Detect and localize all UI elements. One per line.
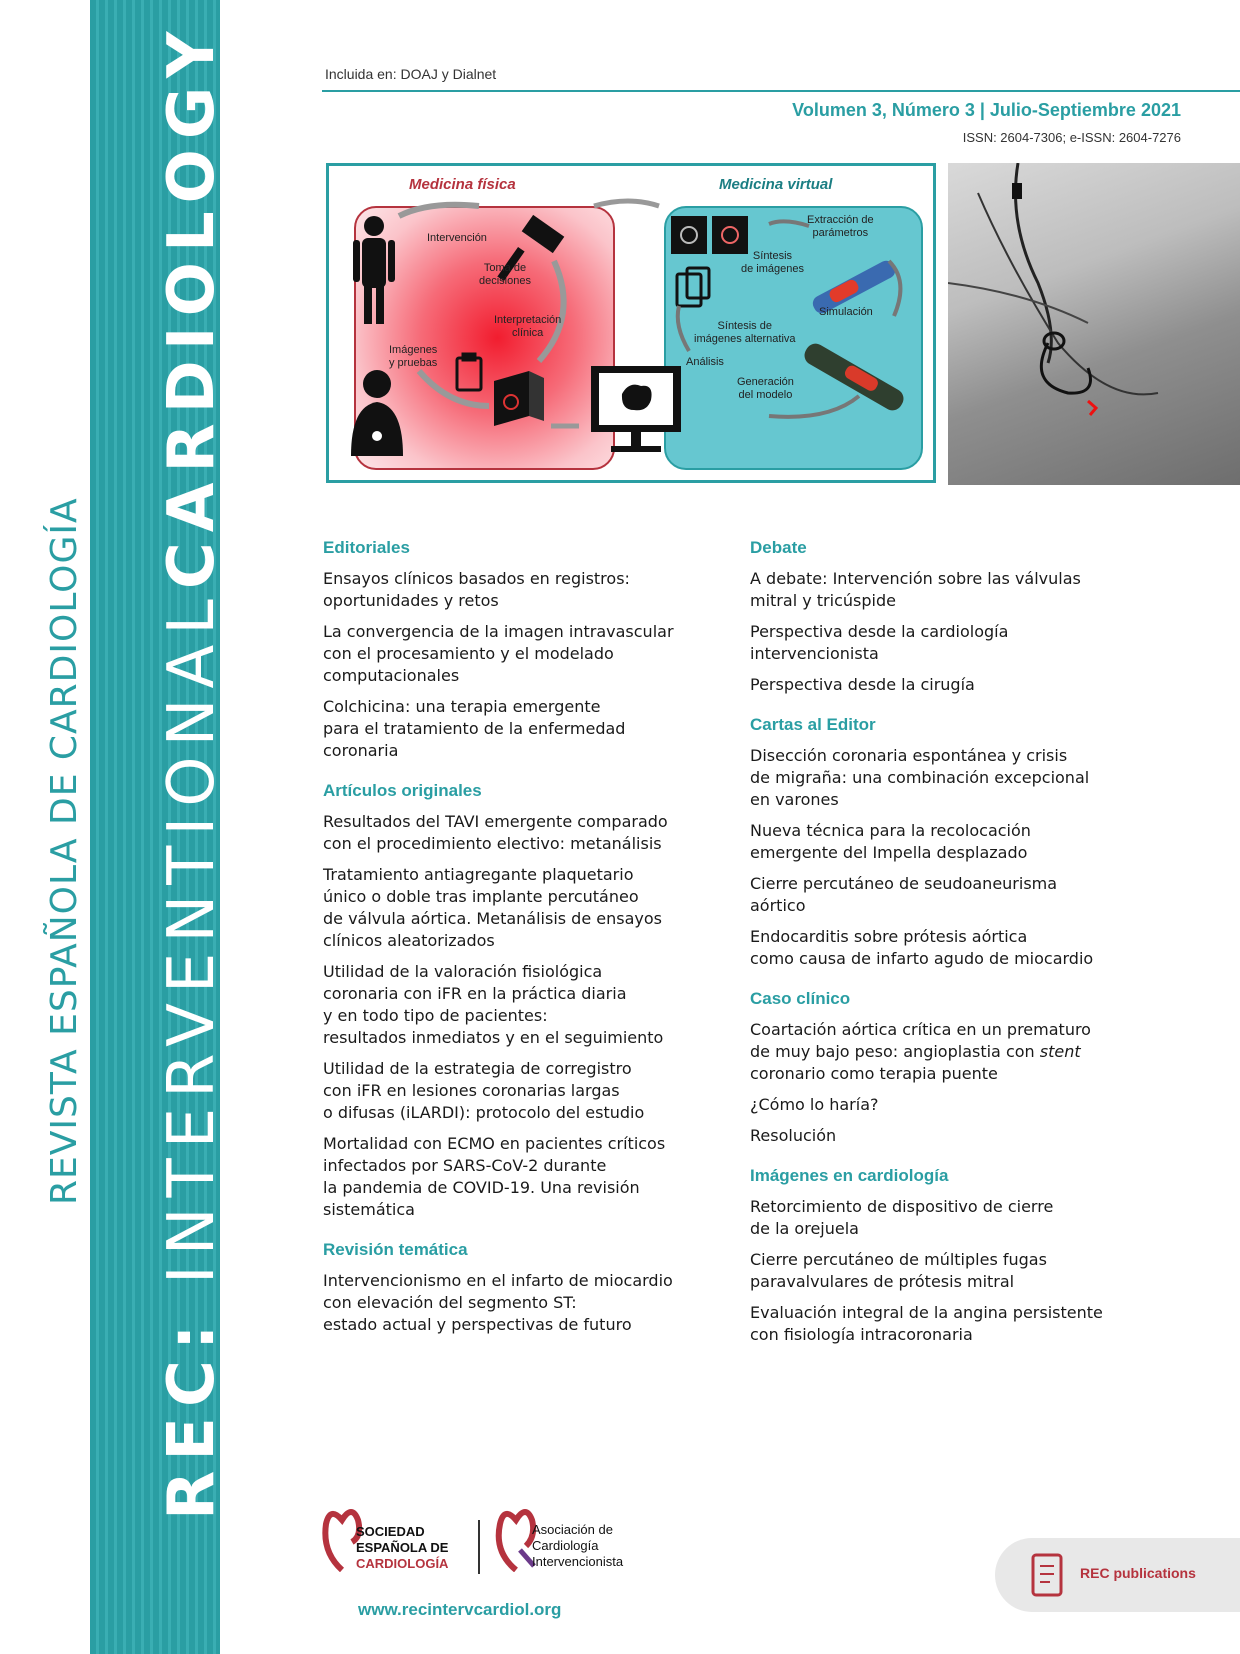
arrow-interpretation: [539, 261, 564, 361]
sec-line2: ESPAÑOLA DE: [356, 1540, 449, 1555]
clipboard-virtual-icon: [677, 268, 709, 306]
toc-item[interactable]: Cierre percutáneo de seudoaneurisma aórtico: [750, 874, 1058, 915]
aci-line1: Asociación de: [532, 1522, 613, 1537]
toc-right-column: [750, 538, 1170, 1365]
toc-item[interactable]: Utilidad de la valoración fisiológica coronaria con iFR en la práctica diaria y en todo tipo de pacientes: resultados inmediatos y en el seguimiento: [323, 962, 664, 1047]
aci-line2: Cardiología: [532, 1538, 599, 1553]
toc-item[interactable]: Resultados del TAVI emergente comparado con el procedimiento electivo: metanálisis: [323, 812, 668, 853]
toc-item[interactable]: Resolución: [750, 1126, 837, 1145]
toc-item[interactable]: Mortalidad con ECMO en pacientes críticos infectados por SARS-CoV-2 durante la pandemia de COVID-19. Una revisión sistemática: [323, 1134, 666, 1219]
label-toma: Toma de decisiones: [479, 262, 531, 287]
virtual-boxes-icon: [671, 216, 748, 254]
journal-url[interactable]: www.recintervcardiol.org: [358, 1600, 562, 1619]
logo-divider: [478, 1520, 480, 1574]
toc-item[interactable]: Utilidad de la estrategia de corregistro con iFR en lesiones coronarias largas o difusas (iLARDI): protocolo del estudio: [323, 1059, 645, 1122]
label-sintesis-alt: Síntesis de imágenes alternativa: [694, 320, 796, 345]
toc-spacer: [750, 1156, 1170, 1166]
toc-left-column: [323, 538, 713, 1355]
issn-info: ISSN: 2604-7306; e-ISSN: 2604-7276: [962, 130, 1181, 145]
imaging-box-icon: [494, 371, 544, 426]
journal-side-title: REVISTA ESPAÑOLA DE CARDIOLOGÍA: [44, 497, 85, 1205]
aci-line3: Intervencionista: [532, 1554, 624, 1569]
toc-item[interactable]: A debate: Intervención sobre las válvulas mitral y tricúspide: [750, 569, 1081, 610]
journal-title: [155, 22, 229, 1520]
angiography-image: [948, 163, 1240, 485]
journal-name-bold: CARDIOLOGY: [155, 21, 229, 590]
label-sintesis: Síntesis de imágenes: [741, 250, 804, 275]
toc-section-heading: Artículos originales: [323, 781, 482, 800]
toc-spacer: [750, 979, 1170, 989]
toc-section-heading: Editoriales: [323, 538, 410, 557]
aci-logo: [494, 1502, 654, 1580]
label-intervencion: Intervención: [427, 232, 487, 244]
toc-item[interactable]: Cierre percutáneo de múltiples fugas paravalvulares de prótesis mitral: [750, 1250, 1047, 1291]
toc-item[interactable]: Perspectiva desde la cardiología intervencionista: [750, 622, 1009, 663]
arrow-intervention: [399, 205, 479, 216]
toc-item[interactable]: ¿Cómo lo haría?: [750, 1095, 879, 1114]
toc-section-heading: Imágenes en cardiología: [750, 1166, 949, 1185]
toc-spacer: [323, 771, 713, 781]
label-analisis: Análisis: [686, 356, 724, 368]
arrow-return: [594, 201, 659, 206]
header-rule: [322, 90, 1240, 92]
figure-right-title: Medicina virtual: [719, 176, 833, 193]
stent-italic: stent: [1039, 1042, 1081, 1061]
sec-line1: SOCIEDAD: [356, 1524, 425, 1539]
toc-item[interactable]: Tratamiento antiagregante plaquetario único o doble tras implante percutáneo de válvula aórtica. Metanálisis de ensayos clínicos aleatorizados: [323, 865, 662, 950]
toc-item[interactable]: Coartación aórtica crítica en un prematuro de muy bajo peso: angioplastia con stent coronario como terapia puente: [750, 1020, 1091, 1083]
toc-item[interactable]: Colchicina: una terapia emergente para el tratamiento de la enfermedad coronaria: [323, 697, 626, 760]
toc-item[interactable]: Evaluación integral de la angina persistente con fisiología intracoronaria: [750, 1303, 1103, 1344]
toc-spacer: [323, 1345, 713, 1355]
label-generacion: Generación del modelo: [737, 376, 794, 401]
toc-spacer: [750, 1355, 1170, 1365]
volume-info: Volumen 3, Número 3 | Julio-Septiembre 2021: [792, 100, 1181, 120]
toc-section-heading: Debate: [750, 538, 807, 557]
cover-figure: [326, 163, 936, 483]
sec-line3: CARDIOLOGÍA: [356, 1556, 449, 1571]
toc-section-heading: Caso clínico: [750, 989, 851, 1008]
toc-item[interactable]: Perspectiva desde la cirugía: [750, 675, 975, 694]
indexing-note: Incluida en: DOAJ y Dialnet: [325, 66, 497, 82]
toc-item[interactable]: La convergencia de la imagen intravascular con el procesamiento y el modelado computacionales: [323, 622, 674, 685]
label-imagenes: Imágenes y pruebas: [389, 344, 438, 369]
sec-logo: [322, 1502, 472, 1580]
monitor-icon: [591, 366, 681, 452]
person-icon: [353, 216, 395, 324]
figure-left-title: Medicina física: [409, 176, 516, 193]
toc-item[interactable]: Nueva técnica para la recolocación emergente del Impella desplazado: [750, 821, 1031, 862]
label-simulacion: Simulación: [819, 306, 873, 318]
publisher-name: REC publications: [1080, 1565, 1196, 1581]
toc-item[interactable]: Ensayos clínicos basados en registros: oportunidades y retos: [323, 569, 630, 610]
toc-item[interactable]: Endocarditis sobre prótesis aórtica como causa de infarto agudo de miocardio: [750, 927, 1094, 968]
toc-item[interactable]: Disección coronaria espontánea y crisis de migraña: una combinación excepcional en varones: [750, 746, 1090, 809]
label-interpretacion: Interpretación clínica: [494, 314, 562, 339]
toc-item[interactable]: Intervencionismo en el infarto de miocardio con elevación del segmento ST: estado actual y perspectivas de futuro: [323, 1271, 673, 1334]
toc-section-heading: Cartas al Editor: [750, 715, 876, 734]
clipboard-icon: [457, 354, 481, 390]
journal-prefix: REC:: [155, 1314, 229, 1520]
toc-section-heading: Revisión temática: [323, 1240, 468, 1259]
label-extraccion: Extracción de parámetros: [807, 214, 874, 239]
angiography-drawing: [948, 163, 1240, 485]
toc-spacer: [750, 705, 1170, 715]
journal-name-light: INTERVENTIONAL: [155, 589, 229, 1315]
arrow-analysis: [678, 306, 689, 351]
toc-spacer: [323, 1230, 713, 1240]
arrow-extraction: [769, 221, 809, 226]
doctor-icon: [351, 370, 403, 456]
toc-item[interactable]: Retorcimiento de dispositivo de cierre de la orejuela: [750, 1197, 1054, 1238]
publisher-doc-icon: [1030, 1552, 1066, 1600]
